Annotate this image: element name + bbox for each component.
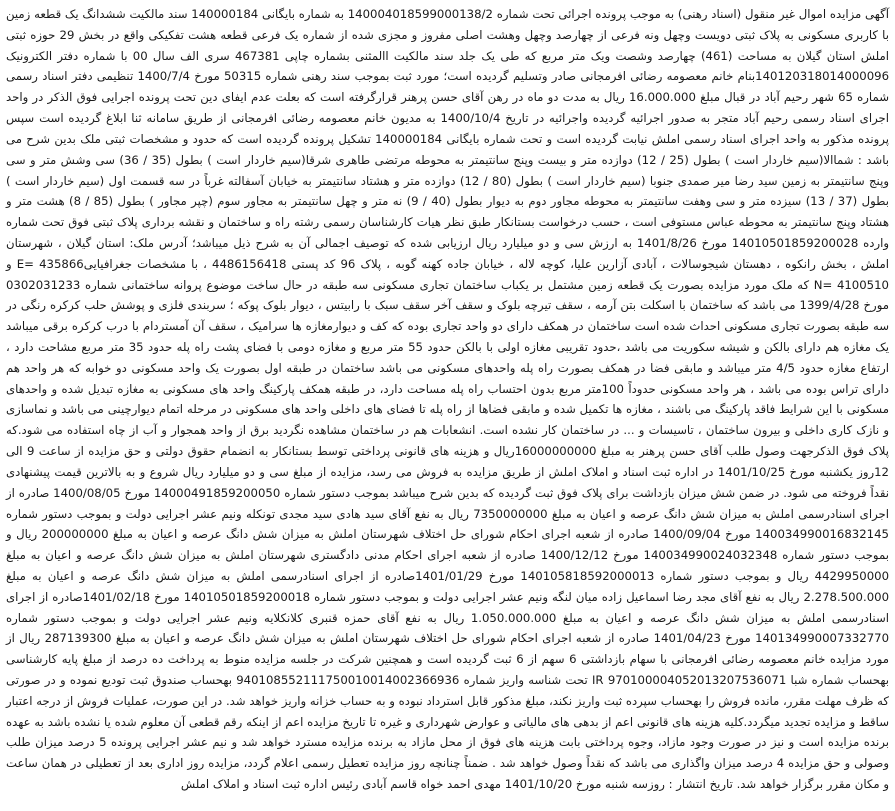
auction-notice-text: آگهی مزایده اموال غیر منقول (اسناد رهنی) به موجب پرونده اجرائی تحت شماره 140004018599000138/2 به شماره بایگانی 140000184 سند مالکیت ششدانگ یک قطعه زمین با کاربری مسکونی به پلاک ثبتی دویست وچهل ونه فرعی از چهارصد وچهل وهشت اصلی مفروز و مجزی شده از شماره یک فرعی قطعه هشت تفکیکی واقع در بخش 29 حوزه ثبتی املش استان گیلان به مساحت (461) چهارصد وشصت ویک متر مربع که طی یک جلد سند مالکیت االمثنی بشماره چاپی 467381 سری الف سال 00 با شماره دفتر الکترونیک 140120318014000096بنام خانم معصومه رضائی افرمجانی صادر وتسلیم گردیده است؛ مورد ثبت بموجب سند رهنی شماره 50315 مورخ 1400/7/4 تنظیمی دفتر اسناد رسمی شماره 65 شهر رحیم آباد در قبال مبلغ 16.000.000 ریال به مدت دو ماه در رهن آقای حسن پرهنر قرارگرفته است که بعلت عدم ایفای دین تحت پرونده اجرایی فوق الذکر در واحد اجرای اسناد رسمی رحیم آباد متجر به صدور اجرائیه گردیده واجرائیه در تاریخ 1400/10/4 به مدیون خانم معصومه رضائی افرمجانی از طریق سامانه ثنا ابلاغ گردیده است سپس پرونده مذکور به واحد اجرای اسناد رسمی املش نیابت گردیده است و تحت شماره بایگانی 140000184 تشکیل پرونده گردیده است که حدود و مشخصات ثبتی ملک بدین شرح می باشد : شماالا(سیم خاردار است ) بطول (25 / 12) دوازده متر و بیست وپنج سانتیمتر به محوطه مرتضی طاهری شرقا(سیم خاردار است ) بطول (35 / 36) سی وشش متر و سی وپنج سانتیمتر به زمین سید رضا میر صمدی جنوبا (سیم خاردار است ) بطول (80 / 12) دوازده متر و هشتاد سانتیمتر به خیابان آسفالته غرباً در سه قسمت اول (سیم خاردار است ) بطول (37 / 13) سیزده متر و سی وهفت سانتیمتر به محوطه مجاور دوم به دیوار بطول (40 / 9) نه متر و چهل سانتیمتر به مجاور سوم (چپر مجاور ) بطول (85 / 8) هشت متر و هشتاد وپنج سانتیمتر به محوطه عباس مستوفی است ، حسب درخواست بستانکار طبق نظر هیات کارشناسان رسمی رشته راه و ساختمان و نقشه برداری پلاک ثبتی فوق تحت شماره وارده 14010501859200028 مورخ 1401/8/26 به ارزش سی و دو میلیارد ریال ارزیابی شده که توصیف اجمالی آن به شرح ذیل میباشد؛ آدرس ملک: استان گیلان ، شهرستان املش ، بخش رانکوه ، دهستان شیجوسالات ، آبادی آزارین علیا، کوچه لاله ، خیابان جاده کهنه گوبه ، پلاک 96 کد پستی 4486156418 ، با مشخصات جغرافیایی435866 =E و 4100510 =N که ملک مورد مزایده بصورت یک قطعه زمین مشتمل بر یکباب ساختمان تجاری مسکونی سه طبقه در حال ساخت موضوع پروانه ساختمانی شماره 0302031233 مورخ 1399/4/28 می باشد که ساختمان با اسکلت بتن آرمه ، سقف تیرچه بلوک و سقف آخر سقف سبک با رابیتس ، دیوار بلوک پوکه ؛ سربندی فلزی و پوشش حلب کرکره رنگی در سه طبقه بصورت تجاری مسکونی احداث شده است ساختمان در همکف دارای دو واحد تجاری بوده که کف و دیوارمغازه ها سرامیک ، سقف آن آمستردام با درب کرکره برقی میباشد یک مغازه هم دارای بالکن و شیشه سکوریت می باشد ،حدود تقریبی مغازه اولی با بالکن حدود 55 متر مربع و مغازه دومی با فضای پشت راه پله حدود 35 متر مربع مشاحت دارد ، ارتفاع مغازه حدود 4/5 متر میباشد و مابقی فضا در همکف بصورت راه پله واحدهای مسکونی می باشد ساختمان در طبقه اول بصورت یک واحد مسکونی دو خوابه که هر واحد هم دارای تراس بوده می باشد ، هر واحد مسکونی حدوداً 100متر مربع بدون احتساب راه پله مساحت دارد، در طبقه همکف پارکینگ واحد های مسکونی به مغازه تبدیل شده و واحدهای مسکونی با این شرایط فاقد پارکینگ می باشند ، مغازه ها تکمیل شده و مابقی فضاها از راه پله تا فضای های داخلی واحد های مسکونی در مرحله اتمام دیوارچینی می باشد و نماسازی و نازک کاری داخلی و بیرون ساختمان ، تاسیسات و ... در ساختمان کار نشده است. انشعابات هم در ساختمان مشاهده نگردید برق از واحد همجوار و آب از چاه استفاده می شود.که پلاک فوق الذکرجهت وصول طلب آقای حسن پرهنر به مبلغ 16000000000ریال و هزینه های قانونی پرداختی توسط بستانکار به انضمام حقوق دولتی و حق مزایده از ساعت 9 الی 12روز یکشنبه مورخ 1401/10/25 در اداره ثبت اسناد و املاک املش از طریق مزایده به فروش می رسد، مزایده از مبلغ سی و دو میلیارد ریال شروع و به بالاترین قیمت پیشنهادی نقداً فروخته می شود. در ضمن شش میزان بازداشت برای پلاک فوق ثبت گردیده که بدین شرح میباشد بموجب دستور شماره 14000491859200050 مورخ 1400/08/05 صادره از اجرای اسنادرسمی املش به میزان شش دانگ عرصه و اعیان به مبلغ 7350000000 ریال به نفع آقای سید هادی سید مجدی تونکله ونیم عشر اجرایی دولت و بموجب دستور شماره 140034990016832145 مورخ 1400/09/04 صادره از شعبه اجرای احکام شورای حل اختلاف شهرستان املش به میزان شش دانگ عرصه و اعیان به مبلغ 200000000 ریال و بموجب دستور شماره 140034990024032348 مورخ 1400/12/12 صادره از شعبه اجرای احکام مدنی دادگستری شهرستان املش به میزان شش دانگ عرصه و اعیان به مبلغ 4429950000 ریال و بموجب دستور شماره 140105818592000013 مورخ 1401/01/29صادره از اجرای اسنادرسمی املش به میزان شش دانگ عرصه و اعیان به مبلغ 2.278.500.000 ریال به نفع آقای مجد رضا اسماعیل زاده میان لنگه ونیم عشر اجرایی دولت و بموجب دستور شماره 14010501859200018 مورخ 1401/02/18صادره از اجرای اسنادرسمی املش به میزان شش دانگ عرصه و اعیان به مبلغ 1.050.000.000 ریال به نفع آقای حمزه قنبری کلانکلایه ونیم عشر اجرایی دولت و بموجب دستور شماره 140134990007332770 مورخ 1401/04/23 صادره از شعبه اجرای احکام شورای حل اختلاف شهرستان املش به میزان شش دانگ عرصه و اعیان به مبلغ 287139300 ریال از مورد مزایده خانم معصومه رضائی افرمجانی با سهام بازداشتی 6 سهم از 6 ثبت گردیده است و همچنین شرکت در جلسه مزایده منوط به پرداخت ده درصد از مبلغ پایه کارشناسی بهحساب شماره شبا 970100004052013207536071 IR تحت شناسه واریز شماره 940108552111750010014002366936 بهحساب صندوق ثبت تودیع نموده و در صورتی که ظرف مهلت مقرر، مانده فروش را بهحساب سپرده ثبت واریز نکند، مبلغ مذکور قابل استرداد نبوده و به حساب خزانه واریز خواهد شد. در این صورت، عملیات فروش از درجه اعتبار ساقط و مزایده تجدید میگردد.کلیه هزینه های قانونی اعم از بدهی های مالیاتی و عوارض شهرداری و غیره تا تاریخ مزایده اعم از اینکه رقم قطعی آن معلوم شده یا نشده باشد به عهده برنده مزایده است و نیز در صورت وجود مازاد، وجوه پرداختی بابت هزینه های فوق از محل مازاد به برنده مزایده مسترد خواهد شد و نیم عشر اجرایی پرونده 5 درصد میزان طلب وصولی و حق مزایده 4 درصد میزان واگذاری می باشد که نقداً وصول خواهد شد . ضمناً چنانچه روز مزایده تعطیل رسمی اعلام گردد، مزایده روز اداری بعد از تعطیلی در همان ساعت و مکان مقرر برگزار خواهد شد. تاریخ انتشار : روزسه شنبه مورخ 1401/10/20 مهدی احمد خواه قاسم آبادی رئیس اداره ثبت اسناد و املاک املش	[6, 7, 890, 792]
